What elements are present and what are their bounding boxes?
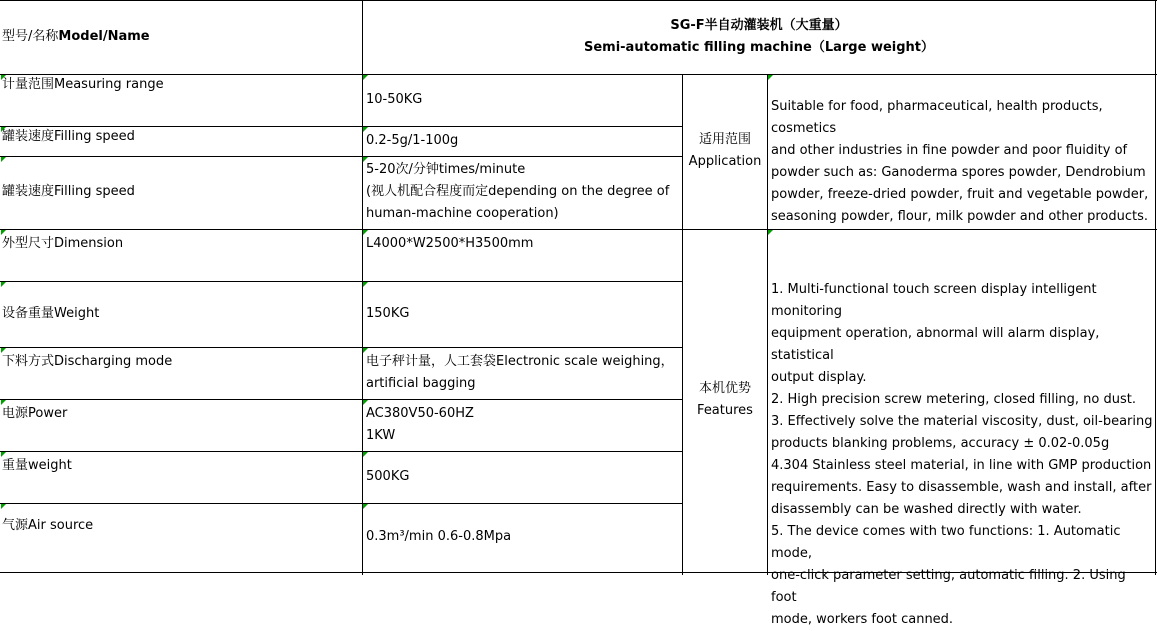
spec-value-filling-speed: 0.2-5g/1-100g <box>366 133 459 148</box>
cell-marker <box>1 282 6 287</box>
grid-line <box>0 347 682 348</box>
model-name-label-cn: 型号/名称 <box>2 29 59 44</box>
product-title-line2: Semi-automatic filling machine（Large weight） <box>583 40 935 55</box>
model-name-label-en: Model/Name <box>58 29 150 44</box>
spec-value-power: AC380V50-60HZ 1KW <box>366 406 474 443</box>
spec-label-filling-speed-2: 罐装速度Filling speed <box>2 184 135 199</box>
spec-label-weight: 设备重量Weight <box>2 306 100 321</box>
grid-line <box>1155 0 1156 575</box>
spec-label-filling-speed: 罐装速度Filling speed <box>2 129 135 144</box>
spec-label-dimension: 外型尺寸Dimension <box>2 236 124 251</box>
cell-marker <box>1 504 6 509</box>
spec-label-power: 电源Power <box>2 406 68 421</box>
spec-value-air-source: 0.3m³/min 0.6-0.8Mpa <box>366 529 512 544</box>
application-label-cn: 适用范围 <box>698 132 751 147</box>
grid-line <box>0 229 1157 230</box>
grid-line <box>0 156 682 157</box>
cell-marker <box>363 282 368 287</box>
product-title-line1: SG-F半自动灌装机（大重量） <box>670 18 848 33</box>
features-label <box>683 378 767 422</box>
spec-value-dimension: L4000*W2500*H3500mm <box>366 236 534 251</box>
cell-marker <box>768 75 773 80</box>
application-label <box>683 129 767 173</box>
application-label-en: Application <box>688 154 762 169</box>
cell-marker <box>363 504 368 509</box>
grid-line <box>362 0 363 575</box>
model-name-label <box>2 26 360 48</box>
features-label-cn: 本机优势 <box>698 381 751 396</box>
grid-line <box>0 0 1157 1</box>
grid-line <box>0 503 682 504</box>
grid-line <box>0 399 682 400</box>
spec-value-measuring-range: 10-50KG <box>366 92 423 107</box>
grid-line <box>767 74 768 575</box>
cell-marker <box>1 157 6 162</box>
product-title <box>363 15 1155 59</box>
spec-label-air-source: 气源Air source <box>2 518 94 533</box>
cell-marker <box>363 452 368 457</box>
spec-value-discharging-mode: 电子秤计量，人工套袋Electronic scale weighing， artificial bagging <box>366 354 674 391</box>
grid-line <box>0 451 682 452</box>
features-label-en: Features <box>697 403 753 418</box>
spec-label-measuring-range: 计量范围Measuring range <box>2 77 164 92</box>
spec-label-discharging-mode: 下料方式Discharging mode <box>2 354 173 369</box>
spec-value-weight: 150KG <box>366 306 410 321</box>
cell-marker <box>363 75 368 80</box>
spec-value-gross-weight: 500KG <box>366 469 410 484</box>
cell-marker <box>768 230 773 235</box>
features-text: 1. Multi-functional touch screen display intelligent monitoring equipment operation, abnormal will alarm display, statistical output display. 2. High precision screw metering, closed filling, no dust. 3. Effectively solve the material viscosity, dust, oil-bearing products blanking problems, accuracy ± 0.02-0.05g 4.304 Stainless steel material, in line with GMP production requirements. Easy to disassemble, wash and install, after disassembly can be washed directly with water. 5. The device comes with two functions: 1. Automatic mode, one-click parameter setting, automatic filling. 2. Using foot mode, workers foot canned. <box>771 282 1153 627</box>
spec-label-gross-weight: 重量weight <box>2 458 72 473</box>
application-text: Suitable for food, pharmaceutical, health products, cosmetics and other industries in fine powder and poor fluidity of powder such as: Ganoderma spores powder, Dendrobium powder, freeze-dried powder, fruit and vegetable powder, seasoning powder, flour, milk powder and other products. <box>771 99 1149 224</box>
grid-line <box>0 281 682 282</box>
spec-value-filling-speed-2: 5-20次/分钟times/minute (视人机配合程度而定depending on the degree of human-machine cooperation) <box>366 162 670 221</box>
